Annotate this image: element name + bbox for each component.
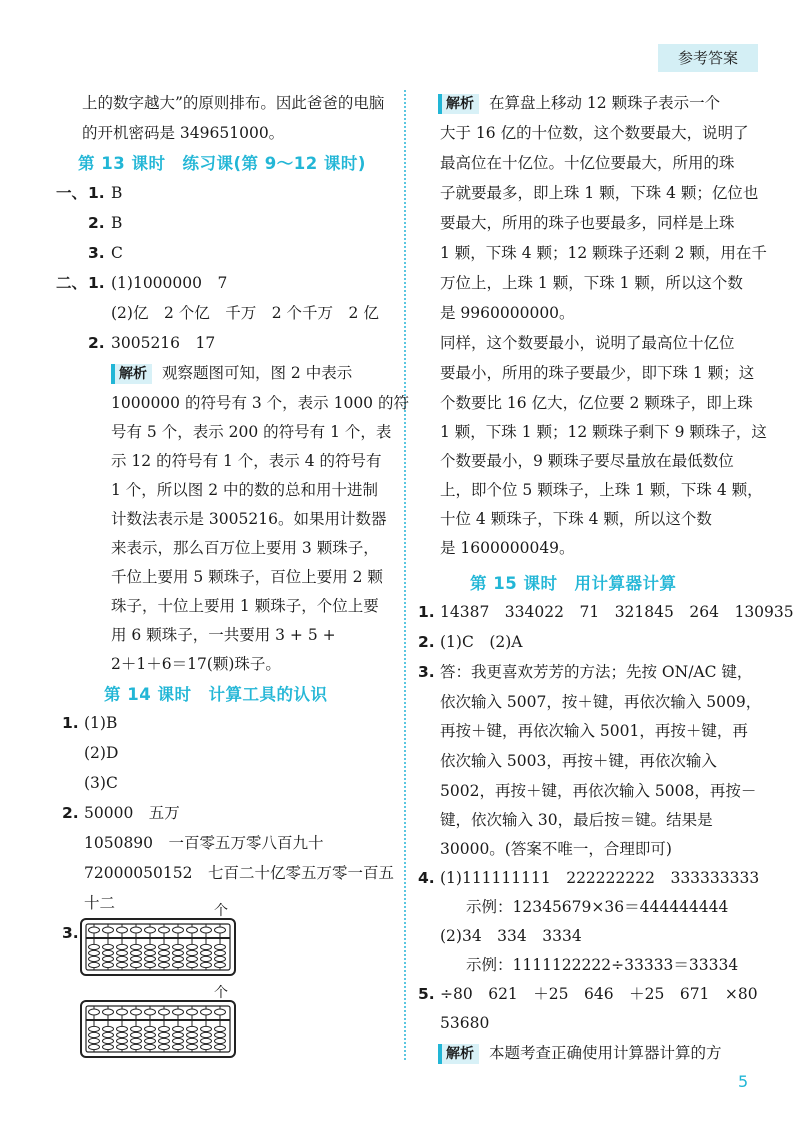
intro-line-1: 上的数字越大”的原则排布。因此爸爸的电脑 xyxy=(82,94,385,112)
abacus-bead xyxy=(145,1038,156,1043)
l14-q2-line: 50000 五万 xyxy=(84,804,180,822)
abacus-bead xyxy=(215,1026,226,1031)
p2q2-num: 2. xyxy=(88,334,105,352)
analysis-line: 同样，这个数要最小，说明了最高位十亿位 xyxy=(440,334,735,352)
q3-num: 3. xyxy=(88,244,105,262)
abacus-bead xyxy=(173,956,184,961)
abacus-bead xyxy=(159,950,170,955)
p2q2-answer: 3005216 17 xyxy=(111,334,216,352)
abacus-bead xyxy=(89,927,100,933)
abacus-bead xyxy=(173,944,184,949)
analysis-line: 珠子，十位上要用 1 颗珠子，个位上要 xyxy=(111,597,379,615)
abacus-bead xyxy=(117,944,128,949)
abacus-bead xyxy=(131,927,142,933)
analysis-tag: 解析 xyxy=(438,1044,479,1064)
abacus-bead xyxy=(131,956,142,961)
analysis-line: 是 9960000000。 xyxy=(440,304,575,322)
abacus-bead xyxy=(89,1032,100,1037)
analysis-line: 上，即个位 5 颗珠子，上珠 1 颗，下珠 4 颗， xyxy=(440,481,763,499)
abacus-bead xyxy=(103,950,114,955)
analysis-abacus xyxy=(438,92,720,114)
abacus-bead xyxy=(201,950,212,955)
abacus-bead xyxy=(117,927,128,933)
abacus-bead xyxy=(145,956,156,961)
abacus-bead xyxy=(89,962,100,967)
analysis-line: 个数要最小，9 颗珠子要尽量放在最低数位 xyxy=(440,452,734,470)
abacus-bead xyxy=(173,1032,184,1037)
abacus-bead xyxy=(159,927,170,933)
abacus-bead xyxy=(201,1038,212,1043)
l14-q2-line: 十二 xyxy=(84,894,116,912)
analysis-line: 要最大，所用的珠子也要最多，同样是上珠 xyxy=(440,214,735,232)
abacus-bead xyxy=(201,944,212,949)
l15-q1-num: 1. xyxy=(418,603,435,621)
p2q1-line1: (1)1000000 7 xyxy=(111,274,228,292)
l15-q2-num: 2. xyxy=(418,633,435,651)
l15-q4-line: 示例：12345679×36＝444444444 xyxy=(466,898,729,916)
l14-q2-num: 2. xyxy=(62,804,79,822)
abacus-bead xyxy=(173,927,184,933)
abacus-bead xyxy=(173,1026,184,1031)
abacus-bead xyxy=(89,1026,100,1031)
l14-q1-line: (2)D xyxy=(84,744,119,762)
analysis-line: 万位上，上珠 1 颗，下珠 1 颗，所以这个数 xyxy=(440,274,743,292)
abacus-bead xyxy=(173,1038,184,1043)
abacus-bead xyxy=(145,962,156,967)
abacus-bead xyxy=(89,1009,100,1015)
l15-q3-line: 5002，再按＋键，再依次输入 5008，再按－ xyxy=(440,782,757,800)
abacus-top xyxy=(80,918,236,976)
analysis-line: 个数要比 16 亿大，亿位要 2 颗珠子，即上珠 xyxy=(440,394,753,412)
abacus-bead xyxy=(117,1026,128,1031)
analysis-line: 观察题图可知，图 2 中表示 xyxy=(162,364,353,382)
analysis-15 xyxy=(438,1042,722,1064)
l15-q3-line: 答：我更喜欢芳芳的方法；先按 ON/AC 键， xyxy=(440,663,753,681)
page-number: 5 xyxy=(738,1072,749,1091)
abacus-bead xyxy=(215,962,226,967)
analysis-line: 2＋1＋6＝17(颗)珠子。 xyxy=(111,655,281,673)
abacus-bead xyxy=(201,1032,212,1037)
abacus-label-bottom: 个 xyxy=(214,985,228,1001)
abacus-bead xyxy=(145,1026,156,1031)
abacus-bead xyxy=(159,1032,170,1037)
abacus-bead xyxy=(117,962,128,967)
abacus-bead xyxy=(145,1044,156,1049)
l15-q1-answer: 14387 334022 71 321845 264 130935 xyxy=(440,603,794,621)
abacus-bead xyxy=(187,1044,198,1049)
abacus-bead xyxy=(117,950,128,955)
lesson-15-title: 第 15 课时 用计算器计算 xyxy=(470,574,677,593)
column-divider xyxy=(404,90,406,1060)
l15-q4-line: 示例：1111122222÷33333＝33334 xyxy=(466,956,739,974)
abacus-bead xyxy=(187,1032,198,1037)
abacus-bead xyxy=(159,1009,170,1015)
part-2-label: 二、 xyxy=(56,274,88,292)
abacus-bead xyxy=(187,956,198,961)
l15-q5-num: 5. xyxy=(418,985,435,1003)
abacus-bead xyxy=(103,1038,114,1043)
abacus-bead xyxy=(215,1044,226,1049)
abacus-bead xyxy=(131,950,142,955)
analysis-line: 1 个，所以图 2 中的数的总和用十进制 xyxy=(111,481,379,499)
abacus-bead xyxy=(103,1009,114,1015)
abacus-bead xyxy=(215,1038,226,1043)
analysis-line: 示 12 的符号有 1 个，表示 4 的符号有 xyxy=(111,452,382,470)
abacus-bead xyxy=(173,1009,184,1015)
q1-answer: B xyxy=(111,184,123,202)
abacus-bead xyxy=(201,962,212,967)
l15-q3-line: 键，依次输入 30，最后按＝键。结果是 xyxy=(440,811,713,829)
abacus-bead xyxy=(131,1038,142,1043)
abacus-bottom xyxy=(80,1000,236,1058)
abacus-bead xyxy=(201,956,212,961)
analysis-line: 最高位在十亿位。十亿位要最大，所用的珠 xyxy=(440,154,735,172)
abacus-bead xyxy=(89,944,100,949)
analysis-line: 大于 16 亿的十位数，这个数要最大，说明了 xyxy=(440,124,749,142)
l15-q3-line: 依次输入 5007，按＋键，再依次输入 5009， xyxy=(440,693,762,711)
lesson-14-title: 第 14 课时 计算工具的认识 xyxy=(104,685,328,704)
analysis-line: 用 6 颗珠子，一共要用 3 + 5 + xyxy=(111,626,336,644)
l14-q1-line: (1)B xyxy=(84,714,118,732)
q2-answer: B xyxy=(111,214,123,232)
abacus-bead xyxy=(215,927,226,933)
abacus-bead xyxy=(131,1009,142,1015)
l14-q3-num: 3. xyxy=(62,924,79,942)
abacus-bead xyxy=(131,962,142,967)
abacus-bead xyxy=(145,950,156,955)
l15-q3-line: 30000。(答案不唯一，合理即可) xyxy=(440,840,672,858)
abacus-bead xyxy=(103,1026,114,1031)
analysis-line: 号有 5 个，表示 200 的符号有 1 个，表 xyxy=(111,423,392,441)
l14-q1-num: 1. xyxy=(62,714,79,732)
abacus-bead xyxy=(131,1032,142,1037)
abacus-bead xyxy=(89,1044,100,1049)
abacus-bead xyxy=(215,950,226,955)
l14-q1-line: (3)C xyxy=(84,774,118,792)
abacus-bead xyxy=(131,1044,142,1049)
abacus-bead xyxy=(145,1032,156,1037)
l15-q5-line: 53680 xyxy=(440,1014,490,1032)
abacus-bead xyxy=(103,927,114,933)
analysis-line: 子就要最多，即上珠 1 颗，下珠 4 颗；亿位也 xyxy=(440,184,759,202)
abacus-bead xyxy=(159,1026,170,1031)
abacus-bead xyxy=(117,1009,128,1015)
abacus-bead xyxy=(89,956,100,961)
abacus-bead xyxy=(201,927,212,933)
abacus-label-top: 个 xyxy=(214,903,228,919)
analysis-line: 1000000 的符号有 3 个，表示 1000 的符 xyxy=(111,394,409,412)
abacus-bead xyxy=(145,1009,156,1015)
abacus-bead xyxy=(117,956,128,961)
analysis-line: 来表示，那么百万位上要用 3 颗珠子， xyxy=(111,539,379,557)
abacus-bead xyxy=(187,944,198,949)
abacus-bead xyxy=(145,927,156,933)
abacus-bead xyxy=(103,1044,114,1049)
abacus-bead xyxy=(201,1044,212,1049)
abacus-bead xyxy=(117,1032,128,1037)
q2-num: 2. xyxy=(88,214,105,232)
analysis-line: 千位上要用 5 颗珠子，百位上要用 2 颗 xyxy=(111,568,383,586)
l15-q3-line: 再按＋键，再依次输入 5001，再按＋键，再 xyxy=(440,722,748,740)
l15-q4-num: 4. xyxy=(418,869,435,887)
analysis-tag: 解析 xyxy=(111,364,152,384)
l15-q4-line: (2)34 334 3334 xyxy=(440,927,582,945)
abacus-bead xyxy=(159,944,170,949)
analysis-line: 1 颗，下珠 1 颗；12 颗珠子剩下 9 颗珠子，这 xyxy=(440,423,767,441)
abacus-bead xyxy=(215,1032,226,1037)
l14-q2-line: 1050890 一百零五万零八百九十 xyxy=(84,834,324,852)
abacus-bead xyxy=(159,962,170,967)
abacus-bead xyxy=(201,1009,212,1015)
l14-q2-line: 72000050152 七百二十亿零五万零一百五 xyxy=(84,864,394,882)
abacus-bead xyxy=(201,1026,212,1031)
analysis-line: 计数法表示是 3005216。如果用计数器 xyxy=(111,510,387,528)
l15-q2-answer: (1)C (2)A xyxy=(440,633,523,651)
abacus-bead xyxy=(131,1026,142,1031)
analysis-line: 十位 4 颗珠子，下珠 4 颗，所以这个数 xyxy=(440,510,712,528)
q3-answer: C xyxy=(111,244,123,262)
abacus-bead xyxy=(103,1032,114,1037)
abacus-bead xyxy=(159,956,170,961)
intro-line-2: 的开机密码是 349651000。 xyxy=(82,124,285,142)
abacus-bead xyxy=(131,944,142,949)
analysis-line: 1 颗，下珠 4 颗；12 颗珠子还剩 2 颗，用在千 xyxy=(440,244,767,262)
abacus-bead xyxy=(103,944,114,949)
abacus-bead xyxy=(187,950,198,955)
analysis-line: 要最小，所用的珠子要最少，即下珠 1 颗；这 xyxy=(440,364,755,382)
abacus-bead xyxy=(103,962,114,967)
abacus-bead xyxy=(173,1044,184,1049)
analysis-line: 本题考查正确使用计算器计算的方 xyxy=(489,1044,722,1062)
answer-key-badge: 参考答案 xyxy=(658,44,758,72)
q1-num: 1. xyxy=(88,184,105,202)
abacus-bead xyxy=(187,962,198,967)
l15-q5-line: ÷80 621 ＋25 646 ＋25 671 ×80 xyxy=(440,985,758,1003)
abacus-bead xyxy=(159,1038,170,1043)
abacus-bead xyxy=(215,1009,226,1015)
analysis-13 xyxy=(111,362,352,384)
p2q1-num: 1. xyxy=(88,274,105,292)
abacus-bead xyxy=(187,927,198,933)
p2q1-line2: (2)亿 2 个亿 千万 2 个千万 2 亿 xyxy=(111,304,379,322)
l15-q3-num: 3. xyxy=(418,663,435,681)
abacus-bead xyxy=(173,962,184,967)
abacus-bead xyxy=(103,956,114,961)
part-1-label: 一、 xyxy=(56,184,88,202)
abacus-bead xyxy=(187,1038,198,1043)
abacus-bead xyxy=(159,1044,170,1049)
abacus-bead xyxy=(89,1038,100,1043)
analysis-tag: 解析 xyxy=(438,94,479,114)
l15-q3-line: 依次输入 5003，再按＋键，再依次输入 xyxy=(440,752,717,770)
abacus-bead xyxy=(215,956,226,961)
analysis-line: 在算盘上移动 12 颗珠子表示一个 xyxy=(489,94,721,112)
abacus-bead xyxy=(117,1044,128,1049)
abacus-bead xyxy=(187,1009,198,1015)
l15-q4-line: (1)111111111 222222222 333333333 xyxy=(440,869,760,887)
abacus-bead xyxy=(89,950,100,955)
abacus-bead xyxy=(173,950,184,955)
abacus-bead xyxy=(215,944,226,949)
analysis-line: 是 1600000049。 xyxy=(440,539,575,557)
abacus-bead xyxy=(187,1026,198,1031)
abacus-bead xyxy=(145,944,156,949)
lesson-13-title: 第 13 课时 练习课(第 9～12 课时) xyxy=(78,154,366,173)
abacus-bead xyxy=(117,1038,128,1043)
